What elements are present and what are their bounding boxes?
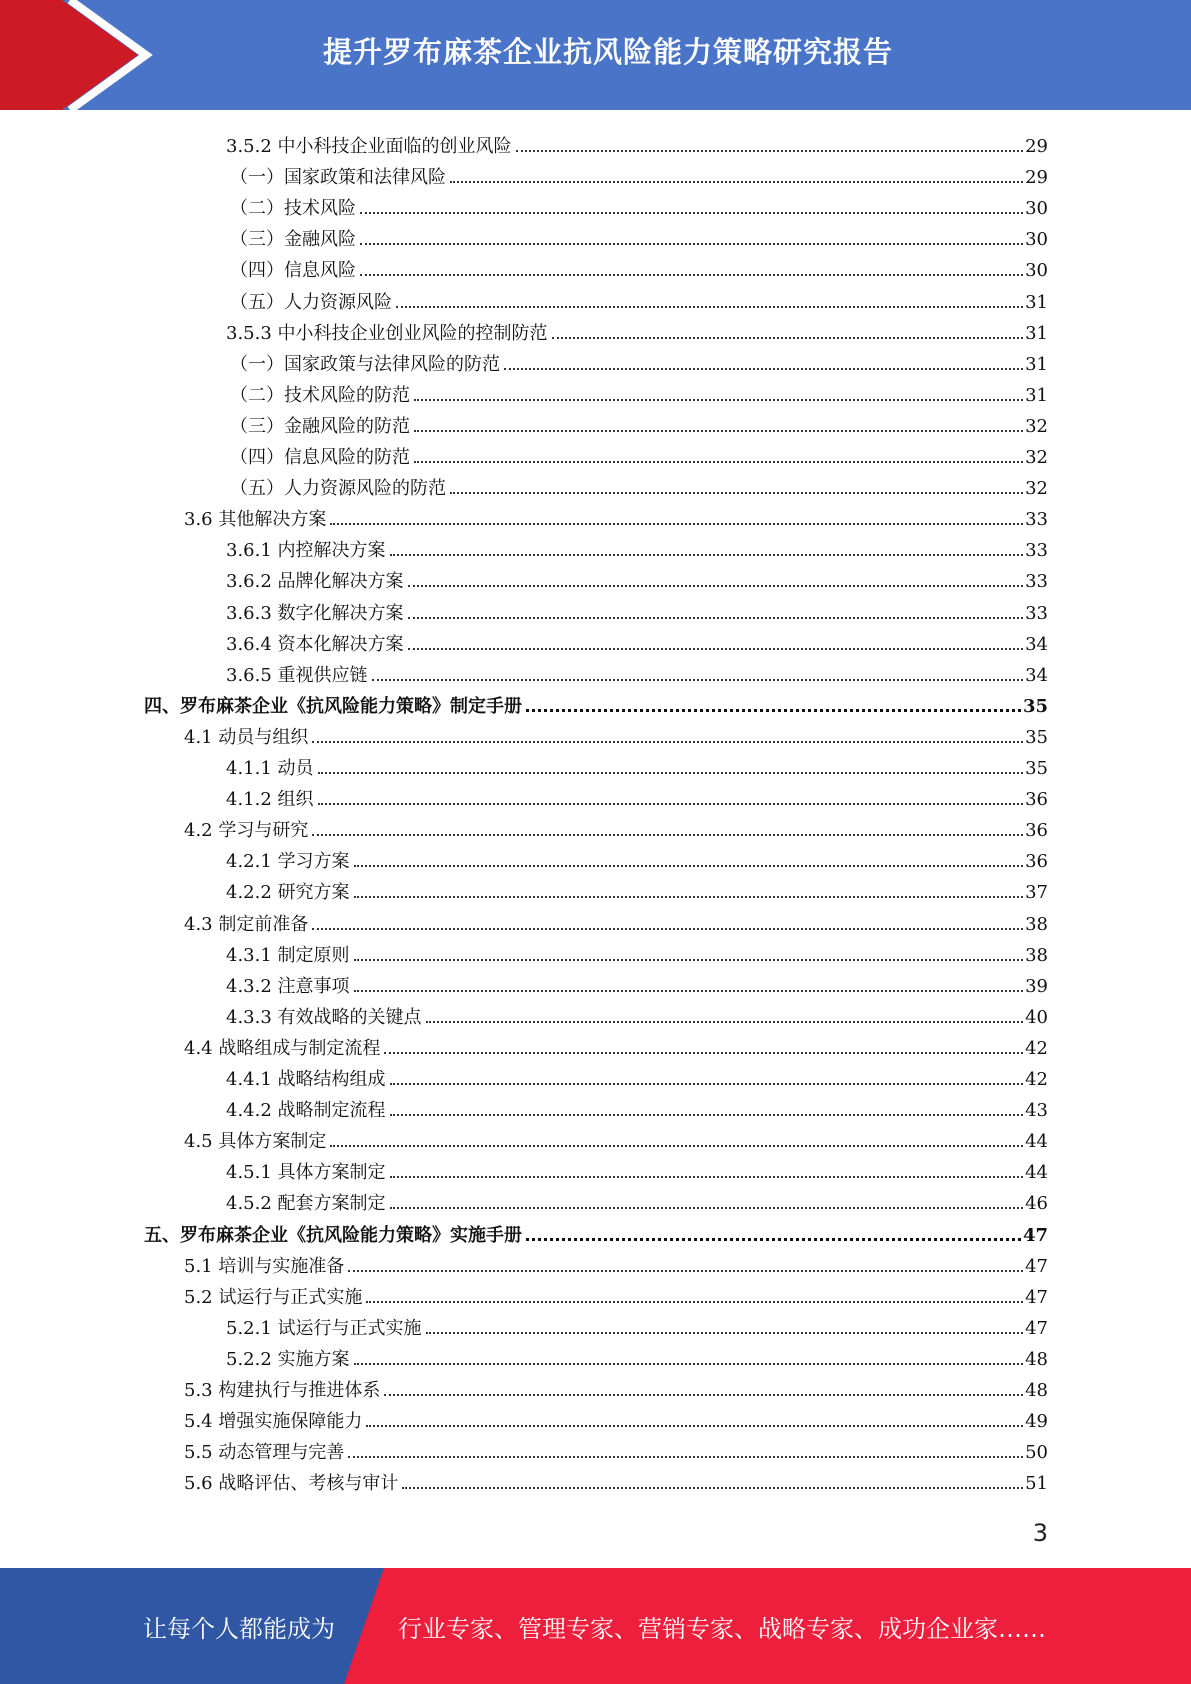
toc-entry-page: 38: [1025, 913, 1048, 935]
toc-entry-label: 4.3.3 有效战略的关键点: [226, 1006, 422, 1028]
toc-entry[interactable]: [144, 1216, 1048, 1247]
toc-entry-label: （五）人力资源风险的防范: [230, 478, 446, 500]
toc-entry[interactable]: [226, 1340, 1048, 1371]
toc-entry-label: （一）国家政策和法律风险: [230, 167, 446, 189]
toc-entry-label: 4.5.2 配套方案制定: [226, 1193, 386, 1215]
toc-entry-label: （二）技术风险: [230, 198, 356, 220]
toc-entry-label: （五）人力资源风险: [230, 291, 392, 313]
toc-entry-page: 35: [1025, 758, 1048, 779]
toc-entry-page: 35: [1022, 695, 1048, 717]
toc-entry-label: 5.5 动态管理与完善: [184, 1442, 345, 1464]
toc-entry-page: 30: [1025, 198, 1048, 220]
toc-entry-page: 34: [1025, 633, 1048, 655]
toc-dot-leader: [408, 617, 1024, 619]
toc-dot-leader: [354, 1363, 1024, 1365]
toc-entry-label: 5.2 试运行与正式实施: [184, 1286, 363, 1308]
toc-entry-page: 48: [1025, 1348, 1048, 1370]
toc-entry-label: 四、罗布麻茶企业《抗风险能力策略》制定手册: [144, 695, 522, 717]
toc-entry-label: 5.2.2 实施方案: [226, 1348, 350, 1370]
toc-entry-page: 29: [1025, 167, 1048, 189]
toc-dot-leader: [526, 1238, 1021, 1241]
toc-dot-leader: [312, 834, 1023, 836]
toc-entry-page: 47: [1022, 1224, 1048, 1246]
toc-dot-leader: [390, 1207, 1024, 1209]
toc-entry-label: 4.5.1 具体方案制定: [226, 1162, 386, 1184]
toc-dot-leader: [504, 368, 1023, 370]
toc-dot-leader: [354, 990, 1024, 992]
toc-dot-leader: [426, 1332, 1024, 1334]
toc-dot-leader: [414, 430, 1023, 432]
toc-entry-page: 32: [1025, 478, 1048, 500]
toc-entry-label: 5.2.1 试运行与正式实施: [226, 1317, 422, 1339]
toc-dot-leader: [360, 274, 1023, 276]
toc-entry-page: 44: [1025, 1131, 1048, 1153]
toc-dot-leader: [354, 896, 1024, 898]
toc-entry-page: 36: [1025, 851, 1048, 873]
toc-entry-page: 38: [1025, 944, 1048, 966]
toc-dot-leader: [516, 150, 1024, 152]
toc-entry-label: （二）技术风险的防范: [230, 384, 410, 406]
toc-entry-label: 3.6.4 资本化解决方案: [226, 633, 404, 655]
page-footer: [0, 1568, 1191, 1684]
toc-entry-page: 30: [1025, 260, 1048, 282]
toc-entry[interactable]: [226, 749, 1048, 780]
toc-entry[interactable]: [226, 562, 1048, 593]
toc-entry-page: 34: [1025, 664, 1048, 686]
toc-entry-page: 40: [1025, 1006, 1048, 1028]
toc-entry-page: 47: [1025, 1286, 1048, 1308]
toc-entry-page: 33: [1025, 571, 1048, 593]
toc-entry-page: 36: [1025, 789, 1048, 811]
page-header: [0, 0, 1191, 110]
toc-entry[interactable]: [184, 1247, 1048, 1278]
toc-entry[interactable]: [144, 687, 1048, 718]
toc-dot-leader: [360, 212, 1023, 214]
toc-entry[interactable]: [226, 936, 1048, 967]
toc-dot-leader: [348, 1270, 1023, 1272]
toc-dot-leader: [402, 1487, 1023, 1489]
toc-dot-leader: [390, 1083, 1024, 1085]
toc-entry-label: 4.1.1 动员: [226, 758, 314, 779]
toc-entry[interactable]: [226, 127, 1048, 158]
toc-entry-page: 37: [1025, 882, 1048, 904]
footer-slogan-left: 让每个人都能成为: [143, 1614, 335, 1643]
toc-dot-leader: [312, 928, 1023, 930]
toc-entry-page: 36: [1025, 820, 1048, 842]
toc-entry-label: 4.2.2 研究方案: [226, 882, 350, 904]
toc-dot-leader: [426, 1021, 1024, 1023]
toc-dot-leader: [414, 461, 1023, 463]
toc-entry[interactable]: [184, 905, 1048, 936]
toc-entry[interactable]: [230, 345, 1048, 376]
toc-entry-label: 4.4.1 战略结构组成: [226, 1069, 386, 1090]
toc-dot-leader: [366, 1425, 1023, 1427]
toc-entry[interactable]: [226, 594, 1048, 625]
toc-dot-leader: [330, 523, 1023, 525]
toc-dot-leader: [360, 243, 1023, 245]
toc-dot-leader: [354, 865, 1024, 867]
toc-entry-label: 3.5.2 中小科技企业面临的创业风险: [226, 136, 512, 157]
toc-entry[interactable]: [226, 873, 1048, 904]
toc-dot-leader: [384, 1394, 1023, 1396]
toc-dot-leader: [408, 648, 1024, 650]
toc-dot-leader: [312, 741, 1023, 743]
toc-entry[interactable]: [230, 438, 1048, 469]
toc-entry-page: 33: [1025, 509, 1048, 531]
toc-entry[interactable]: [184, 1464, 1048, 1495]
toc-dot-leader: [414, 399, 1023, 401]
toc-dot-leader: [366, 1301, 1023, 1303]
toc-entry[interactable]: [226, 998, 1048, 1029]
page-number: 3: [1032, 1519, 1048, 1547]
toc-dot-leader: [390, 554, 1024, 556]
toc-entry-label: 5.3 构建执行与推进体系: [184, 1380, 381, 1401]
toc-entry[interactable]: [226, 780, 1048, 811]
toc-dot-leader: [408, 585, 1024, 587]
toc-entry[interactable]: [230, 158, 1048, 189]
toc-entry-label: 4.4 战略组成与制定流程: [184, 1037, 381, 1059]
toc-entry[interactable]: [226, 1091, 1048, 1122]
toc-entry-page: 31: [1025, 353, 1048, 375]
toc-entry-label: 4.1 动员与组织: [184, 726, 309, 748]
toc-entry-label: 5.4 增强实施保障能力: [184, 1411, 363, 1433]
toc-entry[interactable]: [230, 189, 1048, 220]
toc-entry[interactable]: [230, 283, 1048, 314]
toc-entry[interactable]: [226, 531, 1048, 562]
toc-dot-leader: [354, 959, 1024, 961]
toc-dot-leader: [396, 306, 1023, 308]
toc-entry-label: 4.2 学习与研究: [184, 820, 309, 842]
toc-entry-page: 47: [1025, 1317, 1048, 1339]
report-title: 提升罗布麻茶企业抗风险能力策略研究报告: [322, 34, 893, 69]
toc-entry[interactable]: [226, 967, 1048, 998]
toc-entry-label: 3.6.2 品牌化解决方案: [226, 571, 404, 593]
toc-dot-leader: [318, 803, 1024, 805]
toc-entry-label: （一）国家政策与法律风险的防范: [230, 353, 500, 375]
toc-dot-leader: [372, 679, 1024, 681]
toc-dot-leader: [390, 1176, 1024, 1178]
toc-entry[interactable]: [230, 251, 1048, 282]
toc-dot-leader: [450, 181, 1023, 183]
toc-dot-leader: [526, 709, 1021, 712]
toc-entry-label: 3.5.3 中小科技企业创业风险的控制防范: [226, 322, 548, 344]
toc-entry[interactable]: [226, 1309, 1048, 1340]
toc-entry-page: 47: [1025, 1255, 1048, 1277]
toc-entry-page: 32: [1025, 447, 1048, 468]
toc-entry[interactable]: [226, 314, 1048, 345]
toc-entry[interactable]: [230, 469, 1048, 500]
toc-entry[interactable]: [230, 376, 1048, 407]
toc-entry[interactable]: [184, 811, 1048, 842]
toc-entry[interactable]: [226, 1060, 1048, 1091]
toc-entry-page: 31: [1025, 322, 1048, 344]
toc-entry[interactable]: [184, 1122, 1048, 1153]
toc-entry-label: 4.1.2 组织: [226, 789, 314, 811]
toc-entry-label: 4.5 具体方案制定: [184, 1131, 327, 1153]
toc-entry-page: 50: [1025, 1442, 1048, 1464]
toc-entry-label: 5.1 培训与实施准备: [184, 1255, 345, 1277]
toc-entry-label: 4.2.1 学习方案: [226, 851, 350, 873]
toc-entry-page: 48: [1025, 1380, 1048, 1401]
toc-entry-page: 33: [1025, 602, 1048, 624]
toc-entry-label: 3.6.3 数字化解决方案: [226, 602, 404, 624]
toc-entry[interactable]: [226, 842, 1048, 873]
toc-dot-leader: [390, 1114, 1024, 1116]
toc-entry-page: 30: [1025, 229, 1048, 251]
toc-entry-label: （四）信息风险的防范: [230, 447, 410, 468]
toc-entry-page: 42: [1025, 1069, 1048, 1090]
toc-entry-page: 31: [1025, 384, 1048, 406]
toc-entry[interactable]: [230, 220, 1048, 251]
toc-entry-label: （三）金融风险: [230, 229, 356, 251]
toc-entry-label: 3.6 其他解决方案: [184, 509, 327, 531]
toc-dot-leader: [384, 1052, 1023, 1054]
toc-entry[interactable]: [226, 656, 1048, 687]
toc-entry-page: 44: [1025, 1162, 1048, 1184]
toc-entry-label: 3.6.1 内控解决方案: [226, 540, 386, 562]
toc-entry[interactable]: [226, 625, 1048, 656]
toc-entry[interactable]: [230, 407, 1048, 438]
toc-entry[interactable]: [184, 718, 1048, 749]
toc-entry-page: 51: [1025, 1473, 1048, 1495]
toc-entry-label: 4.3 制定前准备: [184, 913, 309, 935]
toc-entry-label: 3.6.5 重视供应链: [226, 664, 368, 686]
toc-entry-label: 4.3.2 注意事项: [226, 975, 350, 997]
toc-entry-label: 5.6 战略评估、考核与审计: [184, 1473, 399, 1495]
toc-entry-label: （四）信息风险: [230, 260, 356, 282]
toc-entry[interactable]: [184, 1278, 1048, 1309]
toc-entry[interactable]: [184, 1371, 1048, 1402]
toc-entry-page: 32: [1025, 415, 1048, 437]
toc-dot-leader: [330, 1145, 1023, 1147]
toc-entry[interactable]: [184, 1402, 1048, 1433]
toc-entry-page: 29: [1025, 136, 1048, 157]
toc-dot-leader: [552, 337, 1024, 339]
toc-entry-page: 49: [1025, 1411, 1048, 1433]
toc-dot-leader: [348, 1456, 1023, 1458]
toc-entry-page: 43: [1025, 1100, 1048, 1122]
toc-entry-page: 33: [1025, 540, 1048, 562]
toc-entry[interactable]: [226, 1184, 1048, 1215]
toc-dot-leader: [450, 492, 1023, 494]
toc-entry-label: 4.4.2 战略制定流程: [226, 1100, 386, 1122]
toc-entry-page: 35: [1025, 726, 1048, 748]
toc-entry-label: （三）金融风险的防范: [230, 415, 410, 437]
toc-entry-page: 31: [1025, 291, 1048, 313]
toc-entry-page: 46: [1025, 1193, 1048, 1215]
toc-entry-page: 39: [1025, 975, 1048, 997]
toc-entry[interactable]: [184, 1029, 1048, 1060]
toc-entry-page: 42: [1025, 1037, 1048, 1059]
footer-slogan-right: 行业专家、管理专家、营销专家、战略专家、成功企业家……: [398, 1614, 1046, 1643]
toc-entry-label: 五、罗布麻茶企业《抗风险能力策略》实施手册: [144, 1224, 522, 1246]
toc-entry[interactable]: [226, 1153, 1048, 1184]
toc-entry-label: 4.3.1 制定原则: [226, 944, 350, 966]
toc-entry[interactable]: [184, 1433, 1048, 1464]
toc-entry[interactable]: [184, 500, 1048, 531]
toc-dot-leader: [318, 772, 1024, 774]
